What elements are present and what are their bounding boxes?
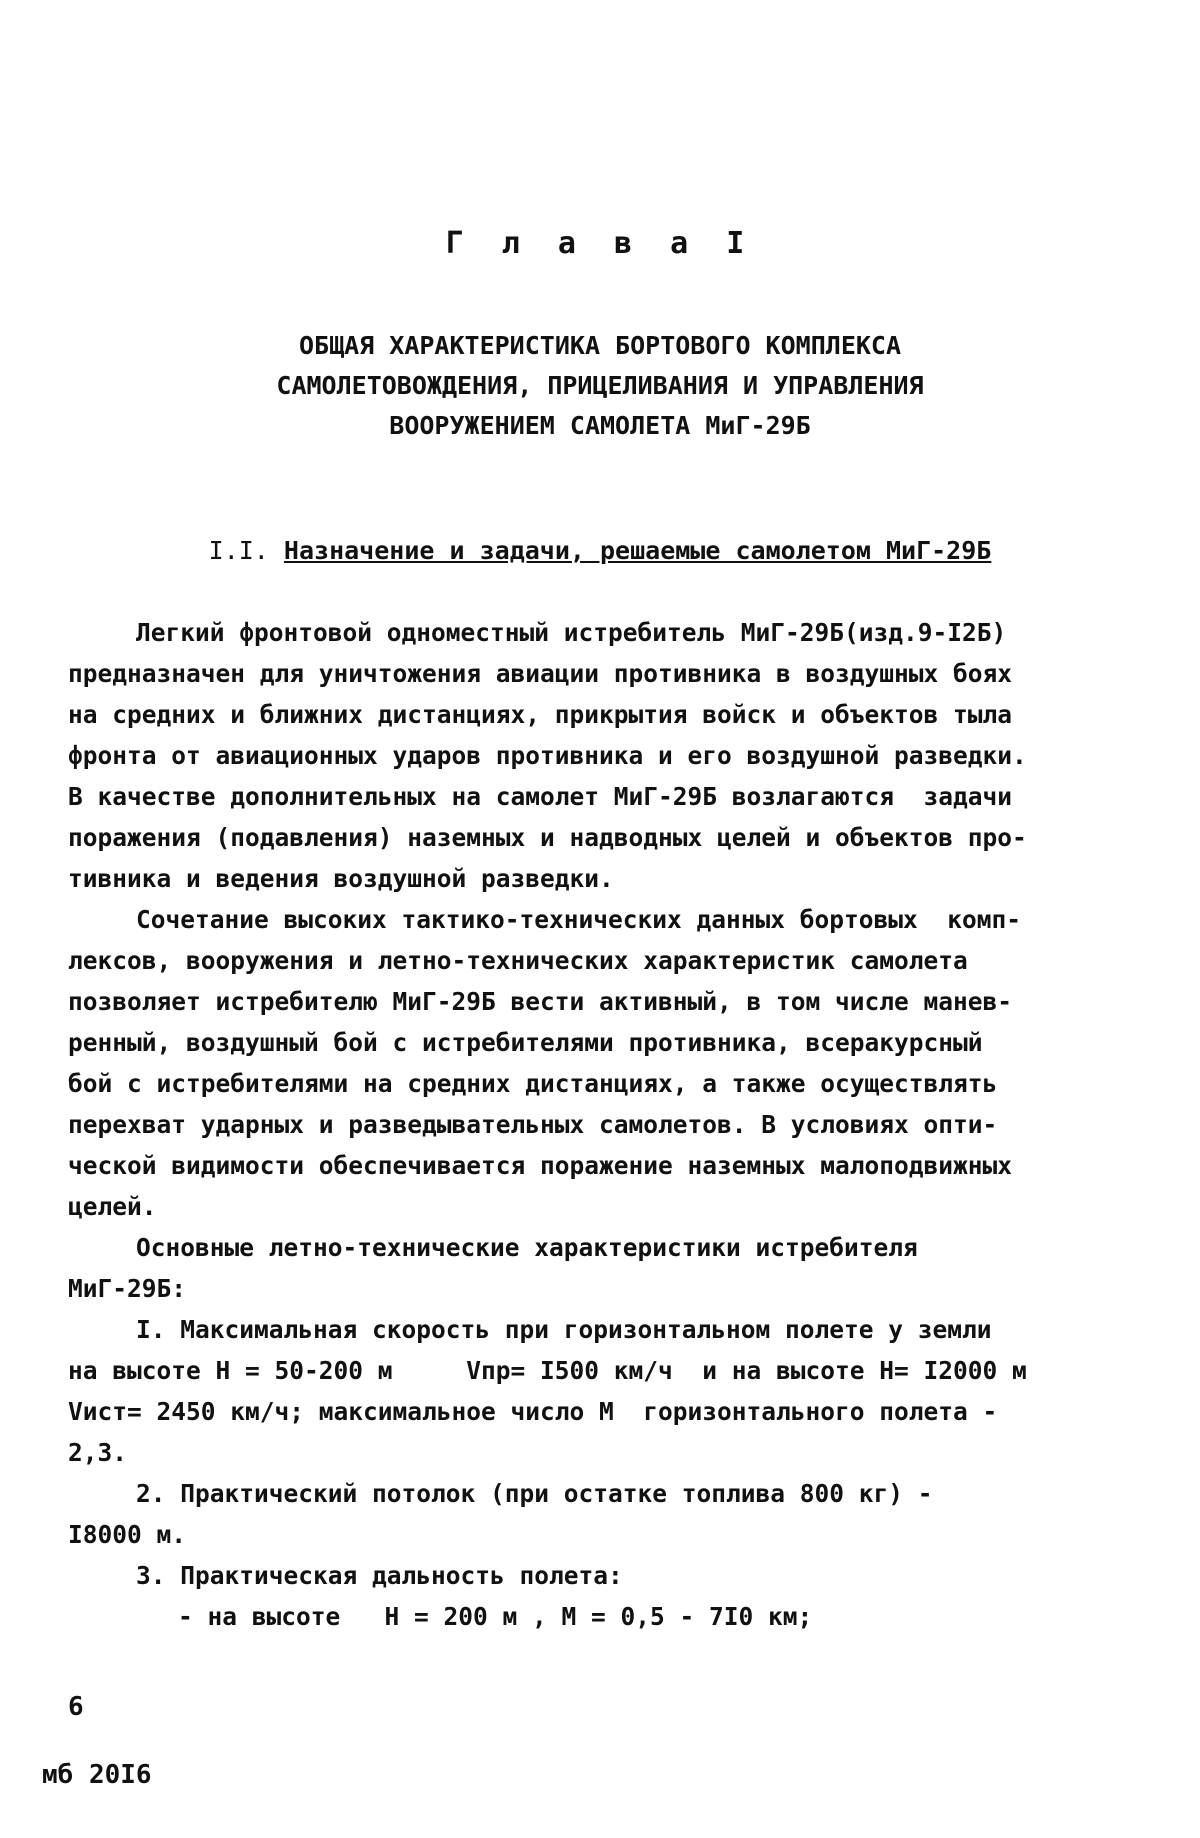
section-heading [0, 536, 1200, 565]
body-line: Сочетание высоких тактико-технических данных бортовых комп- [136, 905, 1022, 934]
body-line: Легкий фронтовой одноместный истребитель МиГ-29Б(изд.9-I2Б) [136, 618, 1007, 647]
body-line: лексов, вооружения и летно-технических характеристик самолета [68, 946, 968, 975]
body-text [68, 612, 1168, 1637]
body-line: предназначен для уничтожения авиации противника в воздушных боях [68, 659, 1013, 688]
body-line: ренный, воздушный бой с истребителями противника, всеракурсный [68, 1028, 983, 1057]
body-line: поражения (подавления) наземных и надводных целей и объектов про- [68, 823, 1027, 852]
handwritten-stamp: мб 20I6 [42, 1760, 152, 1790]
body-line: перехват ударных и разведывательных самолетов. В условиях опти- [68, 1110, 998, 1139]
body-line: тивника и ведения воздушной разведки. [68, 864, 614, 893]
chapter-label: Г л а в а I [445, 226, 755, 261]
body-line: позволяет истребителю МиГ-29Б вести активный, в том числе манев- [68, 987, 1013, 1016]
body-line: I. Максимальная скорость при горизонтальном полете у земли [136, 1315, 992, 1344]
body-line: на средних и ближних дистанциях, прикрытия войск и объектов тыла [68, 700, 1013, 729]
chapter-title-line: ОБЩАЯ ХАРАКТЕРИСТИКА БОРТОВОГО КОМПЛЕКСА [298, 331, 902, 360]
body-line: - на высоте H = 200 м , M = 0,5 - 7I0 км; [178, 1602, 813, 1631]
chapter-title [160, 326, 1040, 446]
body-line: Основные летно-технические характеристики истребителя [136, 1233, 918, 1262]
chapter-title-line: САМОЛЕТОВОЖДЕНИЯ, ПРИЦЕЛИВАНИЯ И УПРАВЛЕНИЯ [276, 371, 924, 400]
page-number: 6 [68, 1692, 84, 1722]
body-line: Vист= 2450 км/ч; максимальное число M горизонтального полета - [68, 1397, 998, 1426]
body-line: ческой видимости обеспечивается поражение наземных малоподвижных [68, 1151, 1013, 1180]
body-line: 3. Практическая дальность полета: [136, 1561, 623, 1590]
body-line: В качестве дополнительных на самолет МиГ-29Б возлагаются задачи [68, 782, 1013, 811]
body-line: целей. [68, 1192, 157, 1221]
section-title: Назначение и задачи, решаемые самолетом МиГ-29Б [283, 536, 992, 565]
body-line: 2. Практический потолок (при остатке топлива 800 кг) - [136, 1479, 933, 1508]
body-line: на высоте H = 50-200 м Vпр= I500 км/ч и на высоте H= I2000 м [68, 1356, 1027, 1385]
section-number: I.I. [208, 536, 269, 565]
body-line: I8000 м. [68, 1520, 187, 1549]
body-line: МиГ-29Б: [68, 1274, 187, 1303]
body-line: фронта от авиационных ударов противника и его воздушной разведки. [68, 741, 1027, 770]
body-line: 2,3. [68, 1438, 128, 1467]
body-line: бой с истребителями на средних дистанциях, а также осуществлять [68, 1069, 998, 1098]
chapter-title-line: ВООРУЖЕНИЕМ САМОЛЕТА МиГ-29Б [389, 411, 811, 440]
